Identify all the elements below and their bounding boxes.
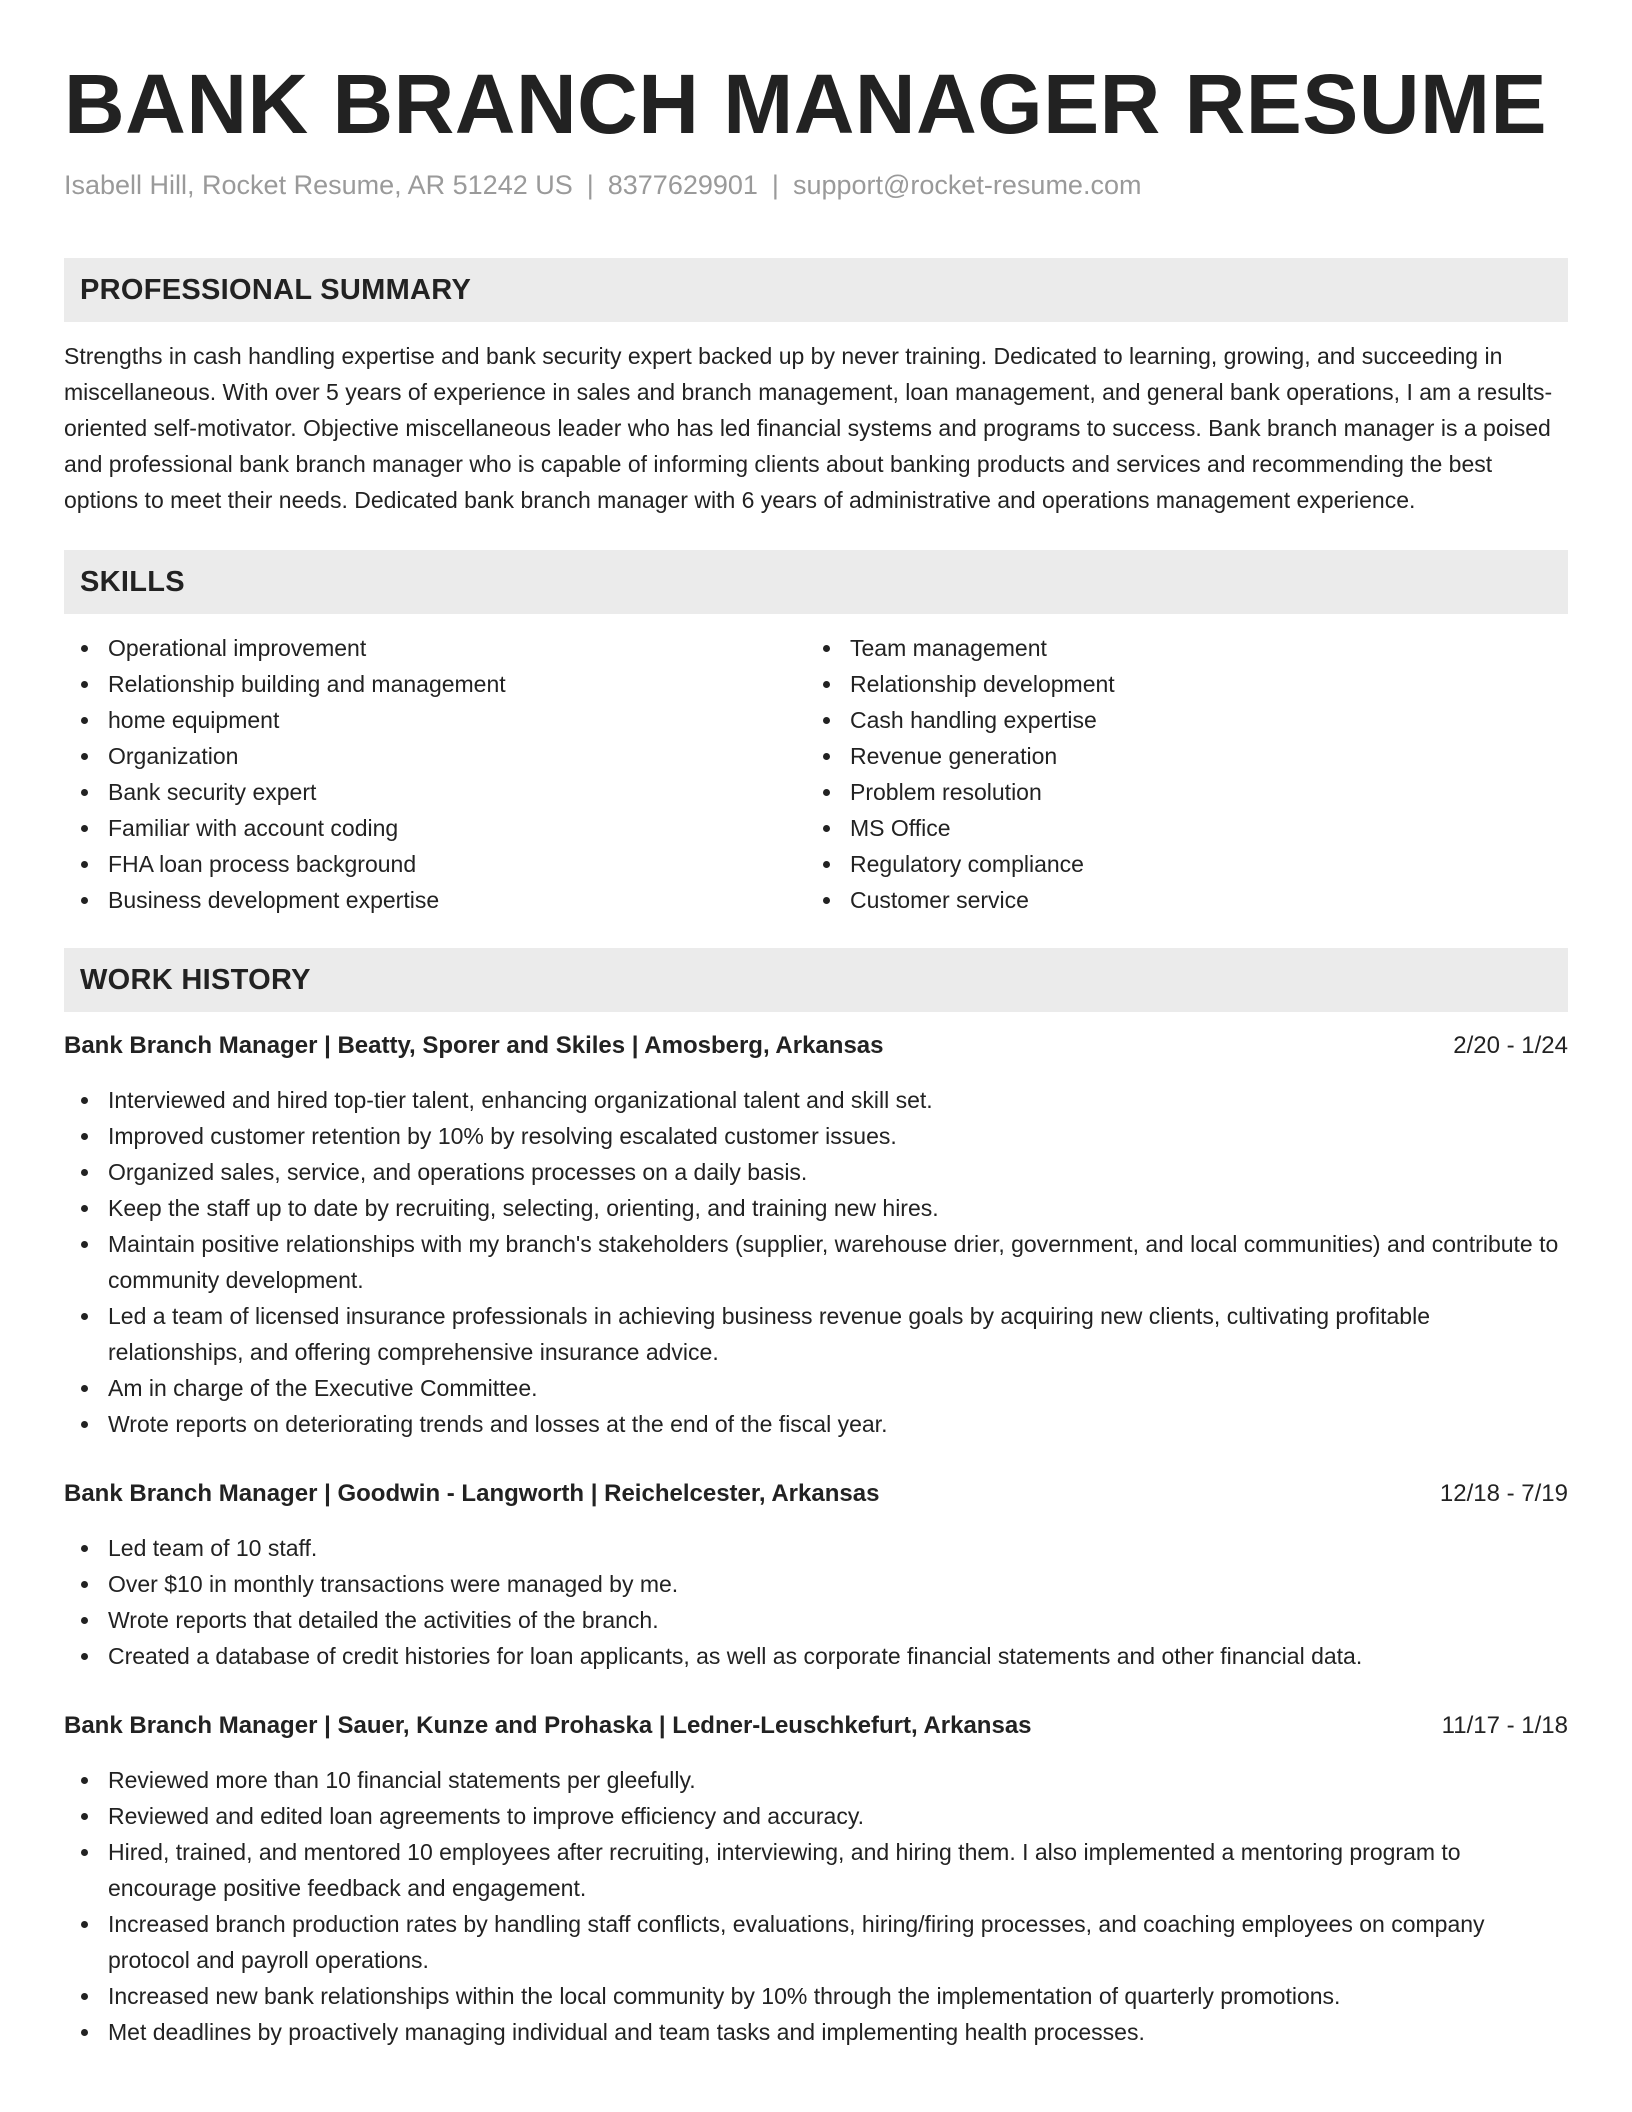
- skill-item: Customer service: [806, 882, 1548, 918]
- job-bullets: [64, 1082, 1568, 1442]
- job-bullet: Over $10 in monthly transactions were managed by me.: [64, 1566, 1568, 1602]
- contact-email: support@rocket-resume.com: [792, 170, 1142, 200]
- job-bullet: Led team of 10 staff.: [64, 1530, 1568, 1566]
- contact-address: Isabell Hill, Rocket Resume, AR 51242 US: [64, 170, 573, 200]
- job-bullet: Increased branch production rates by handling staff conflicts, evaluations, hiring/firing processes, and coaching employees on company protocol and payroll operations.: [64, 1906, 1568, 1978]
- job-dates: 11/17 - 1/18: [1441, 1712, 1568, 1739]
- job-bullet: Met deadlines by proactively managing individual and team tasks and implementing health processes.: [64, 2014, 1568, 2050]
- job-title: Bank Branch Manager | Goodwin - Langworth | Reichelcester, Arkansas: [64, 1480, 880, 1507]
- skill-item: Business development expertise: [64, 882, 806, 918]
- job-bullet: Maintain positive relationships with my branch's stakeholders (supplier, warehouse drier, government, and local communities) and contribute to community development.: [64, 1226, 1568, 1298]
- job-bullets: [64, 1762, 1568, 2050]
- section-header-work-history: WORK HISTORY: [64, 948, 1568, 1012]
- job-bullet: Wrote reports on deteriorating trends and losses at the end of the fiscal year.: [64, 1406, 1568, 1442]
- job-bullet: Led a team of licensed insurance professionals in achieving business revenue goals by acquiring new clients, cultivating profitable relationships, and offering comprehensive insurance advice.: [64, 1298, 1568, 1370]
- section-header-summary: PROFESSIONAL SUMMARY: [64, 258, 1568, 322]
- job-bullet: Interviewed and hired top-tier talent, enhancing organizational talent and skill set.: [64, 1082, 1568, 1118]
- job-bullet: Created a database of credit histories for loan applicants, as well as corporate financial statements and other financial data.: [64, 1638, 1568, 1674]
- skill-item: Team management: [806, 630, 1548, 666]
- skill-item: Revenue generation: [806, 738, 1548, 774]
- skill-item: Problem resolution: [806, 774, 1548, 810]
- skill-item: home equipment: [64, 702, 806, 738]
- section-header-skills: SKILLS: [64, 550, 1568, 614]
- job-bullet: Am in charge of the Executive Committee.: [64, 1370, 1568, 1406]
- skills-columns: [64, 630, 1568, 918]
- job-bullet: Increased new bank relationships within the local community by 10% through the implementation of quarterly promotions.: [64, 1978, 1568, 2014]
- skills-list-left: [64, 630, 806, 918]
- job-header: [64, 1028, 1568, 1064]
- contact-separator: |: [771, 170, 779, 200]
- contact-phone: 8377629901: [607, 170, 758, 200]
- job-bullet: Keep the staff up to date by recruiting, selecting, orienting, and training new hires.: [64, 1190, 1568, 1226]
- job-bullet: Reviewed more than 10 financial statements per gleefully.: [64, 1762, 1568, 1798]
- job-header: [64, 1708, 1568, 1744]
- contact-line: [64, 168, 1568, 202]
- job-bullet: Wrote reports that detailed the activities of the branch.: [64, 1602, 1568, 1638]
- skill-item: Relationship development: [806, 666, 1548, 702]
- skill-item: Cash handling expertise: [806, 702, 1548, 738]
- skill-item: Operational improvement: [64, 630, 806, 666]
- job-bullet: Improved customer retention by 10% by resolving escalated customer issues.: [64, 1118, 1568, 1154]
- resume-title: BANK BRANCH MANAGER RESUME: [64, 57, 1547, 151]
- skill-item: Bank security expert: [64, 774, 806, 810]
- job-entry: [64, 1708, 1568, 2050]
- skill-item: Relationship building and management: [64, 666, 806, 702]
- job-entry: [64, 1028, 1568, 1442]
- job-dates: 2/20 - 1/24: [1453, 1032, 1568, 1059]
- job-bullet: Hired, trained, and mentored 10 employees after recruiting, interviewing, and hiring them. I also implemented a mentoring program to encourage positive feedback and engagement.: [64, 1834, 1568, 1906]
- job-header: [64, 1476, 1568, 1512]
- job-bullet: Organized sales, service, and operations processes on a daily basis.: [64, 1154, 1568, 1190]
- skill-item: FHA loan process background: [64, 846, 806, 882]
- job-title: Bank Branch Manager | Beatty, Sporer and Skiles | Amosberg, Arkansas: [64, 1032, 884, 1059]
- resume-page: [64, 0, 1568, 2050]
- job-bullets: [64, 1530, 1568, 1674]
- skill-item: Organization: [64, 738, 806, 774]
- job-dates: 12/18 - 7/19: [1439, 1480, 1568, 1507]
- skill-item: MS Office: [806, 810, 1548, 846]
- contact-separator: |: [586, 170, 594, 200]
- job-entry: [64, 1476, 1568, 1674]
- summary-text: Strengths in cash handling expertise and bank security expert backed up by never training. Dedicated to learning, growing, and succeeding in miscellaneous. With over 5 years of experience in sales and branch management, loan management, and general bank operations, I am a results-oriented self-motivator. Objective miscellaneous leader who has led financial systems and programs to success. Bank branch manager is a poised and professional bank branch manager who is capable of informing clients about banking products and services and recommending the best options to meet their needs. Dedicated bank branch manager with 6 years of administrative and operations management experience.: [64, 343, 1553, 513]
- skill-item: Familiar with account coding: [64, 810, 806, 846]
- job-bullet: Reviewed and edited loan agreements to improve efficiency and accuracy.: [64, 1798, 1568, 1834]
- skill-item: Regulatory compliance: [806, 846, 1548, 882]
- job-title: Bank Branch Manager | Sauer, Kunze and Prohaska | Ledner-Leuschkefurt, Arkansas: [64, 1712, 1032, 1739]
- skills-list-right: [806, 630, 1548, 918]
